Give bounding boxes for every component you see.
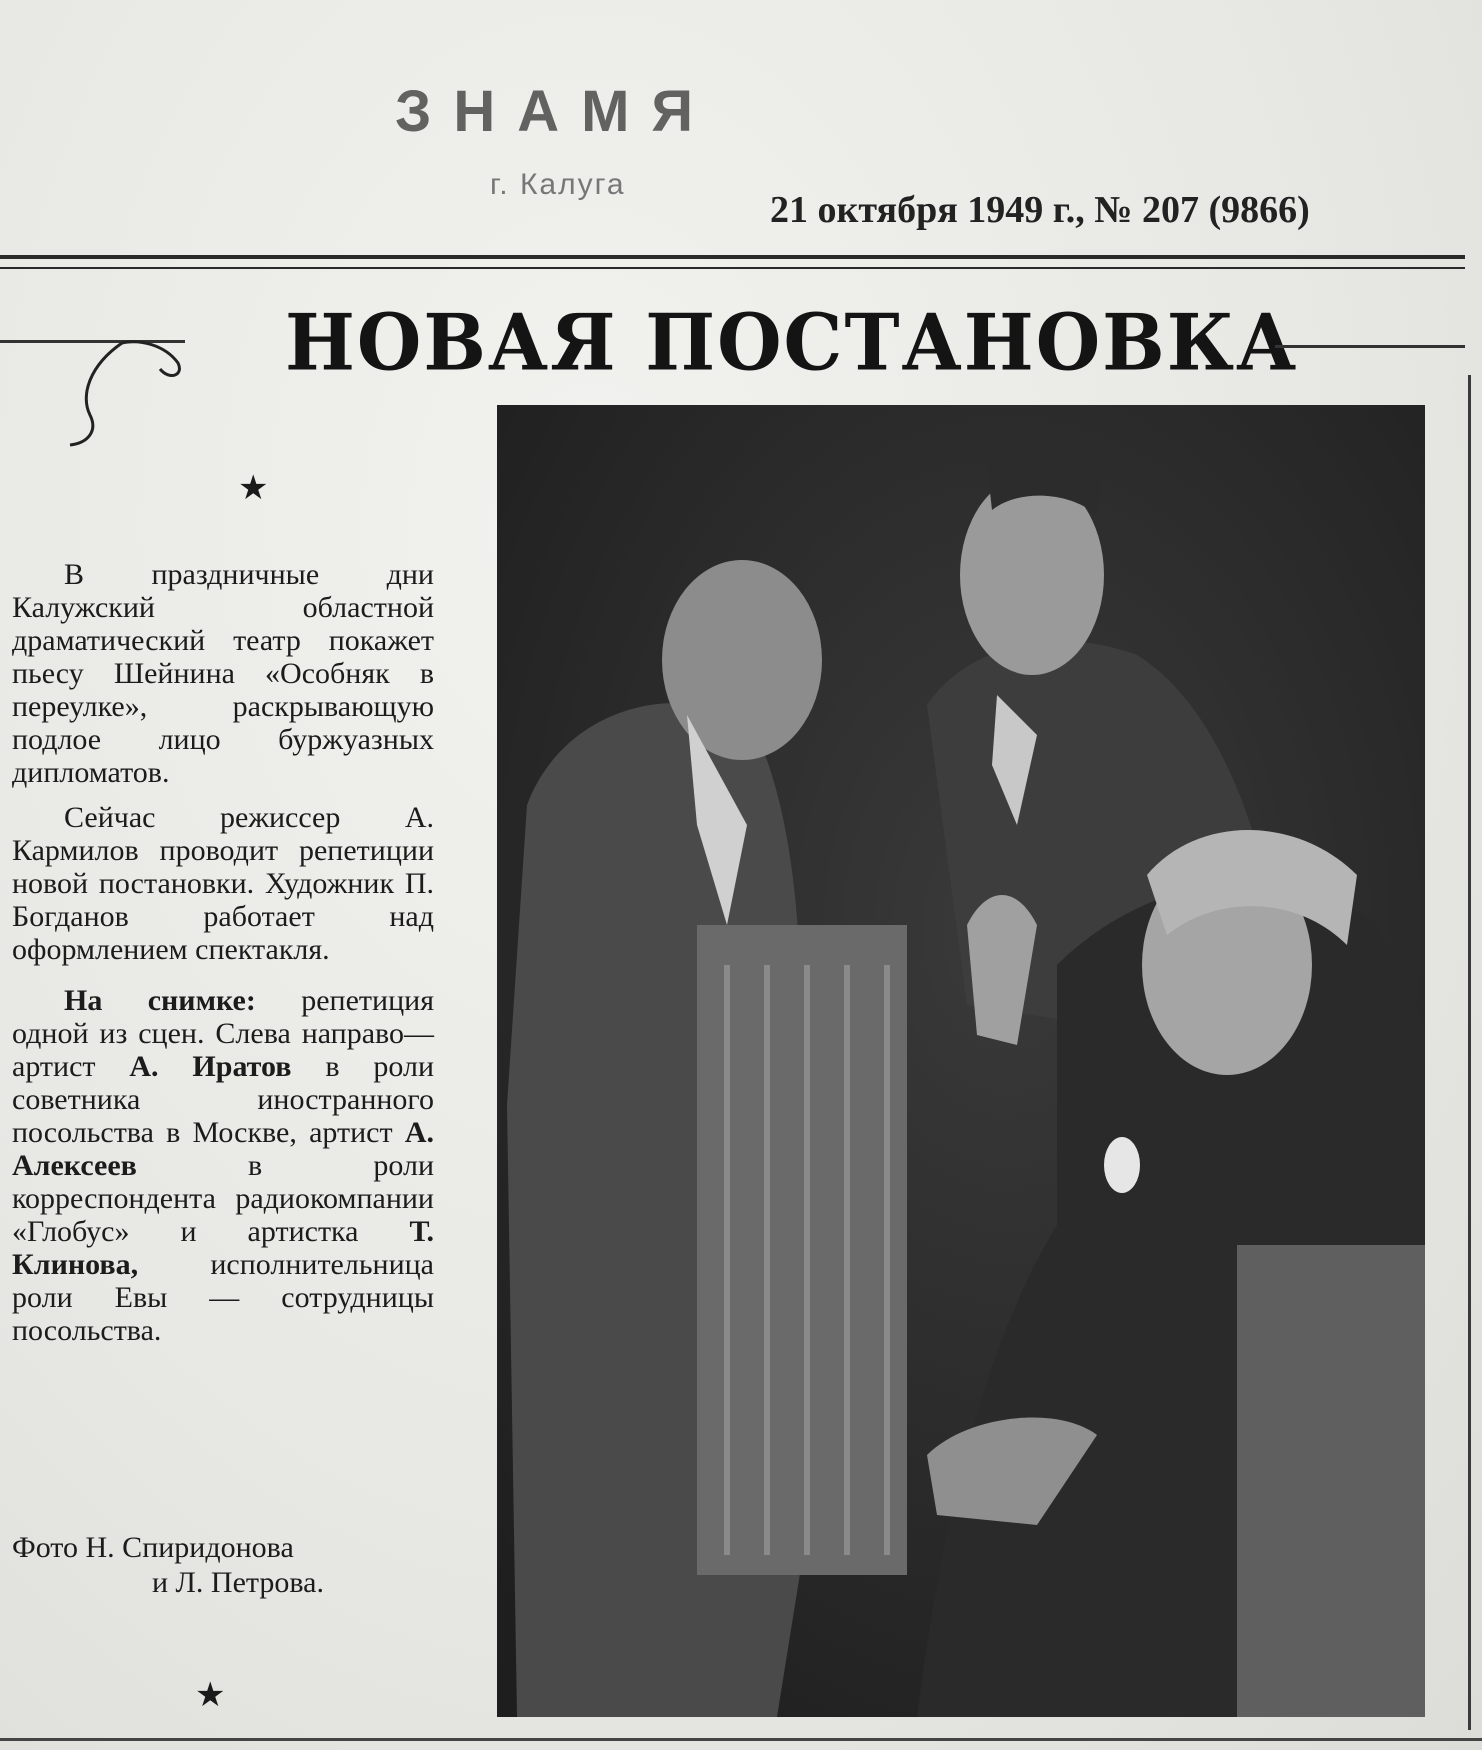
article-paragraph-1: В праздничные дни Калужский областной драматический театр покажет пьесу Шейнина «Особняк в переулке», раскрывающую подлое лицо буржуазных дипломатов. xyxy=(12,558,434,789)
caption-text: исполнительница роли Евы — сотрудницы посольства. xyxy=(12,1248,434,1347)
caption-text: в роли советника иностранного посольства в Москве, артист xyxy=(12,1050,435,1149)
top-double-rule xyxy=(0,255,1465,269)
photo-caption xyxy=(12,984,434,1347)
article-body xyxy=(12,558,434,1359)
star-icon: ★ xyxy=(195,1675,226,1715)
caption-actor-name: Т. Клинова, xyxy=(12,1215,434,1281)
caption-actor-name: А. Алексеев xyxy=(12,1116,434,1182)
masthead-city: г. Калуга xyxy=(490,168,626,201)
caption-actor-name: А. Иратов xyxy=(129,1050,292,1083)
caption-text: репетиция одной из сцен. Слева направо—артист xyxy=(12,984,435,1083)
masthead-stamp: ЗНАМЯ xyxy=(395,79,716,144)
column-rule-right xyxy=(1468,375,1471,1730)
article-headline: НОВАЯ ПОСТАНОВКА xyxy=(285,297,1299,389)
issue-dateline: 21 октября 1949 г., № 207 (9866) xyxy=(770,189,1310,231)
rehearsal-photo xyxy=(497,405,1425,1717)
caption-lead: На снимке: xyxy=(64,984,256,1017)
flourish-ornament xyxy=(60,335,190,455)
photo-credit-line-1: Фото Н. Спиридонова xyxy=(12,1531,294,1564)
photo-credit xyxy=(12,1530,412,1600)
caption-text: в роли корреспондента радиокомпании «Глобус» и артистка xyxy=(12,1149,434,1248)
article-paragraph-2: Сейчас режиссер А. Кармилов проводит репетиции новой постановки. Художник П. Богданов работает над оформлением спектакля. xyxy=(12,801,434,966)
photo-credit-line-2: и Л. Петрова. xyxy=(152,1566,324,1599)
headline-rule-right xyxy=(1275,345,1465,348)
star-icon: ★ xyxy=(238,468,269,508)
rehearsal-photo-illustration xyxy=(497,405,1425,1717)
bottom-rule xyxy=(0,1738,1482,1741)
